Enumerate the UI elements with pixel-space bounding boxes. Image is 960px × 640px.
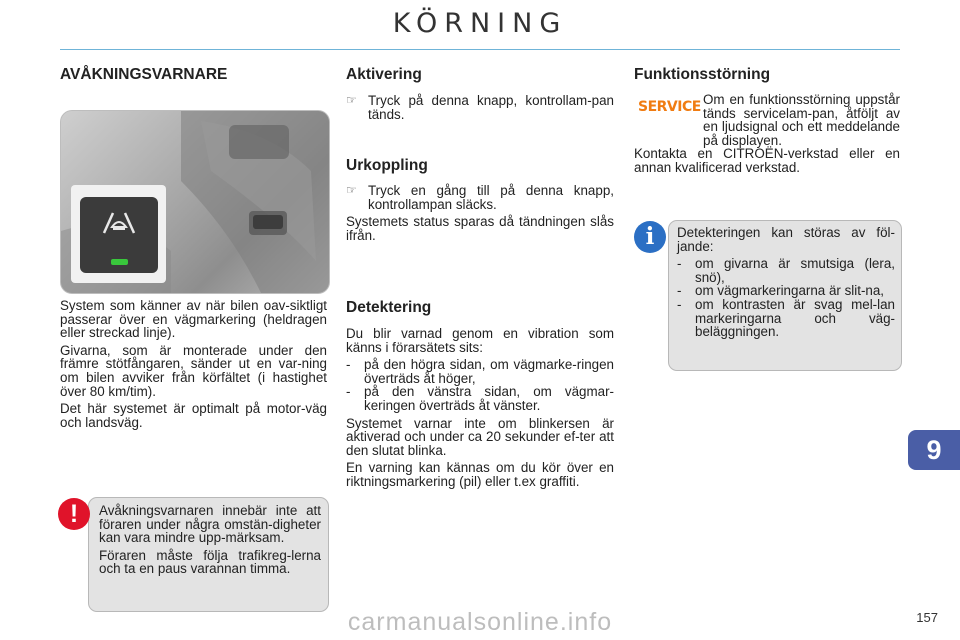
list-item: - på den vänstra sidan, om vägmar-keringen överträds åt vänster. [346,384,614,413]
paragraph: Det här systemet är optimalt på motor-väg och landsväg. [60,401,327,430]
watermark: carmanualsonline.info [347,608,613,636]
paragraph: System som känner av när bilen oav-siktligt passerar över en vägmarkering (heldragen eller streckad linje). [60,298,327,341]
page-title: KÖRNING [392,8,568,39]
heading-funktionsstorning: Funktionsstörning [634,66,771,83]
pointing-hand-icon: ☞ [346,93,357,107]
service-warning-icon: SERVICE [638,99,701,115]
info-icon: i [634,221,666,253]
paragraph: Detekteringen kan störas av föl-jande: [677,225,895,254]
page-number: 157 [916,610,938,625]
paragraph: En varning kan kännas om du kör över en riktningsmarkering (pil) eller t.ex graffiti. [346,460,614,489]
indicator-light [111,259,128,265]
warning-box [88,497,329,612]
warning-text: Avåkningsvarnaren innebär inte att föraren under några omstän-digheter kan vara mindre upp-märksam. [99,503,321,546]
dashboard-photo [60,110,330,294]
info-box [668,220,902,371]
heading-aktivering: Aktivering [346,66,422,83]
paragraph: Systemets status sparas då tändningen slås ifrån. [346,214,614,243]
section-heading-avakningsvarnare: AVÅKNINGSVARNARE [60,66,228,83]
bullet-text: Tryck på denna knapp, kontrollam-pan tänds. [368,93,614,122]
header-rule [60,49,900,50]
lane-departure-button [80,197,158,273]
heading-detektering: Detektering [346,299,432,316]
list-item: - om vägmarkeringarna är slit-na, [677,283,885,299]
list-item: - om kontrasten är svag mel-lan markeringarna och väg-beläggningen. [677,296,895,340]
col1-body [60,299,327,433]
button-zoom-inset [71,185,166,283]
exclamation-icon: ! [58,498,90,530]
bullet-text: Tryck en gång till på denna knapp, kontrollampan släcks. [368,183,614,212]
lane-departure-icon [100,209,138,235]
paragraph: Kontakta en CITROËN-verkstad eller en annan kvalificerad verkstad. [634,146,900,175]
list-item: - på den högra sidan, om vägmarke-ringen överträds åt höger, [346,357,614,386]
service-text-wrap [703,93,900,147]
paragraph: Om en funktionsstörning uppstår tänds servicelam-pan, åtföljt av en ljudsignal och ett meddelande på displayen. [703,92,900,148]
warning-text: Föraren måste följa trafikreg-lerna och ta en paus varannan timma. [99,547,321,577]
list-item: - om givarna är smutsiga (lera, snö), [677,256,895,285]
paragraph: Du blir varnad genom en vibration som känns i förarsätets sits: [346,326,614,355]
chapter-tab[interactable]: 9 [908,430,960,470]
paragraph: Systemet varnar inte om blinkersen är aktiverad och under ca 20 sekunder ef-ter att den slutat blinka. [346,415,614,458]
heading-urkoppling: Urkoppling [346,157,428,174]
paragraph: Givarna, som är monterade under den främre stötfångaren, sänder ut en var-ning om bilen avviker från körfältet (i hastighet över 80 km/tim). [60,342,327,399]
pointing-hand-icon: ☞ [346,183,357,197]
